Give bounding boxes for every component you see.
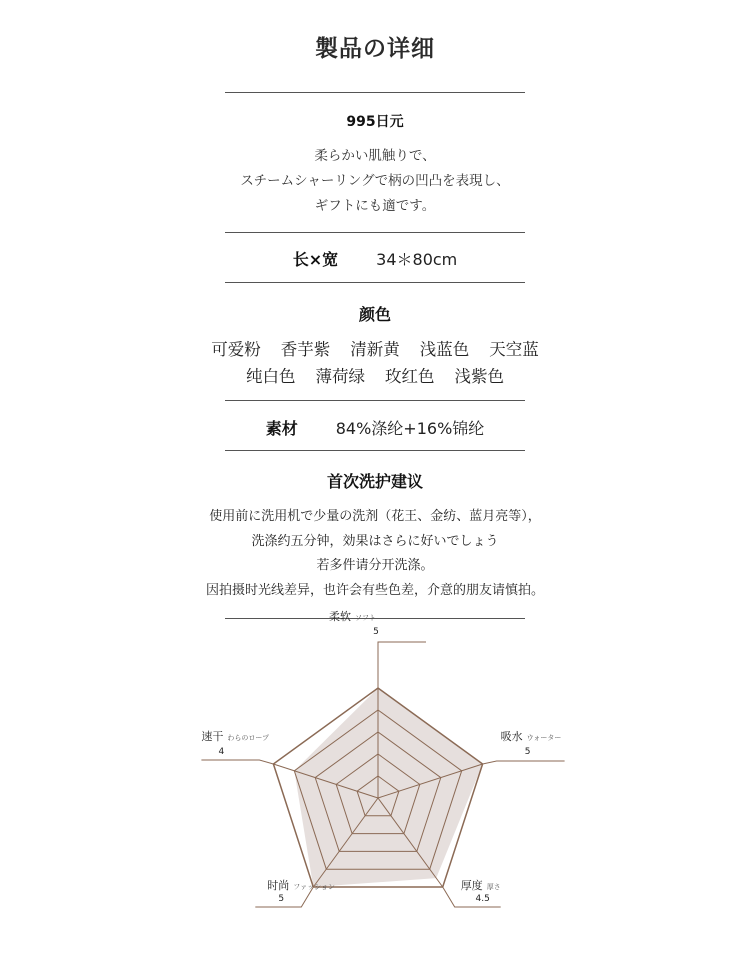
material-label: 素材 <box>265 419 298 438</box>
radar-leader-line <box>483 761 565 764</box>
size-value: 34＊80cm <box>376 250 458 269</box>
color-option: 纯白色 <box>246 367 296 386</box>
material-value: 84%涤纶+16%锦纶 <box>335 419 485 438</box>
color-option: 浅紫色 <box>454 367 504 386</box>
radar-axis-sublabel: ウォーター <box>526 734 562 742</box>
description-line: ギフトにも適です。 <box>314 198 436 214</box>
radar-chart <box>170 610 580 948</box>
material-row <box>0 416 750 439</box>
color-option: 可爱粉 <box>211 340 261 359</box>
divider <box>225 282 525 283</box>
radar-axis-label: 时尚 ファッション <box>267 879 336 892</box>
radar-axis-value: 4.5 <box>475 894 490 904</box>
color-row <box>0 363 750 390</box>
radar-axis-value: 5 <box>278 894 285 904</box>
price: 995日元 <box>346 114 404 130</box>
color-heading: 颜色 <box>358 305 391 324</box>
description-line: スチームシャーリングで柄の凹凸を表現し、 <box>240 173 510 189</box>
color-row <box>0 336 750 363</box>
radar-leader-line <box>201 760 273 764</box>
radar-axis-sublabel: 厚さ <box>486 883 501 891</box>
description-line: 柔らかい肌触りで、 <box>314 148 436 164</box>
washing-line: 若多件请分开洗涤。 <box>316 558 434 573</box>
radar-axis-sublabel: わらのロープ <box>227 734 270 742</box>
color-option: 香芋紫 <box>280 340 331 359</box>
washing-line: 使用前に洗用机で少量の洗剂（花王、金纺、蓝月亮等）， <box>209 509 541 524</box>
radar-leader-line <box>378 642 426 688</box>
divider <box>225 92 525 93</box>
divider <box>225 232 525 233</box>
color-option: 薄荷绿 <box>315 367 365 386</box>
divider <box>225 400 525 401</box>
washing-advice <box>0 505 750 603</box>
radar-axis-value: 5 <box>373 627 379 637</box>
divider <box>225 450 525 451</box>
radar-axis-label: 吸水 ウォーター <box>500 730 562 743</box>
color-option: 清新黄 <box>350 340 400 359</box>
washing-line: 洗涤约五分钟，効果はさらに好いでしょう <box>251 533 499 549</box>
radar-axis-label: 速干 わらのロープ <box>201 730 270 743</box>
size-label: 长×宽 <box>292 250 339 269</box>
color-list <box>0 336 750 390</box>
page-title: 製品の详细 <box>315 35 435 62</box>
radar-axis-sublabel: ソフト <box>355 614 376 622</box>
radar-axis-value: 5 <box>524 747 531 757</box>
color-option: 玫红色 <box>385 367 435 386</box>
size-row <box>0 247 750 270</box>
washing-line: 因拍摄时光线差异，也许会有些色差，介意的朋友请慎拍。 <box>205 582 544 598</box>
washing-heading: 首次洗护建议 <box>326 472 423 491</box>
color-option: 浅蓝色 <box>419 340 470 359</box>
product-description <box>0 144 750 219</box>
radar-axis-value: 4 <box>218 747 225 757</box>
color-option: 天空蓝 <box>489 340 539 359</box>
radar-axis-label: 厚度 厚さ <box>460 879 501 892</box>
radar-axis-sublabel: ファッション <box>293 883 336 891</box>
radar-axis-label: 柔软 ソフト <box>329 610 376 623</box>
